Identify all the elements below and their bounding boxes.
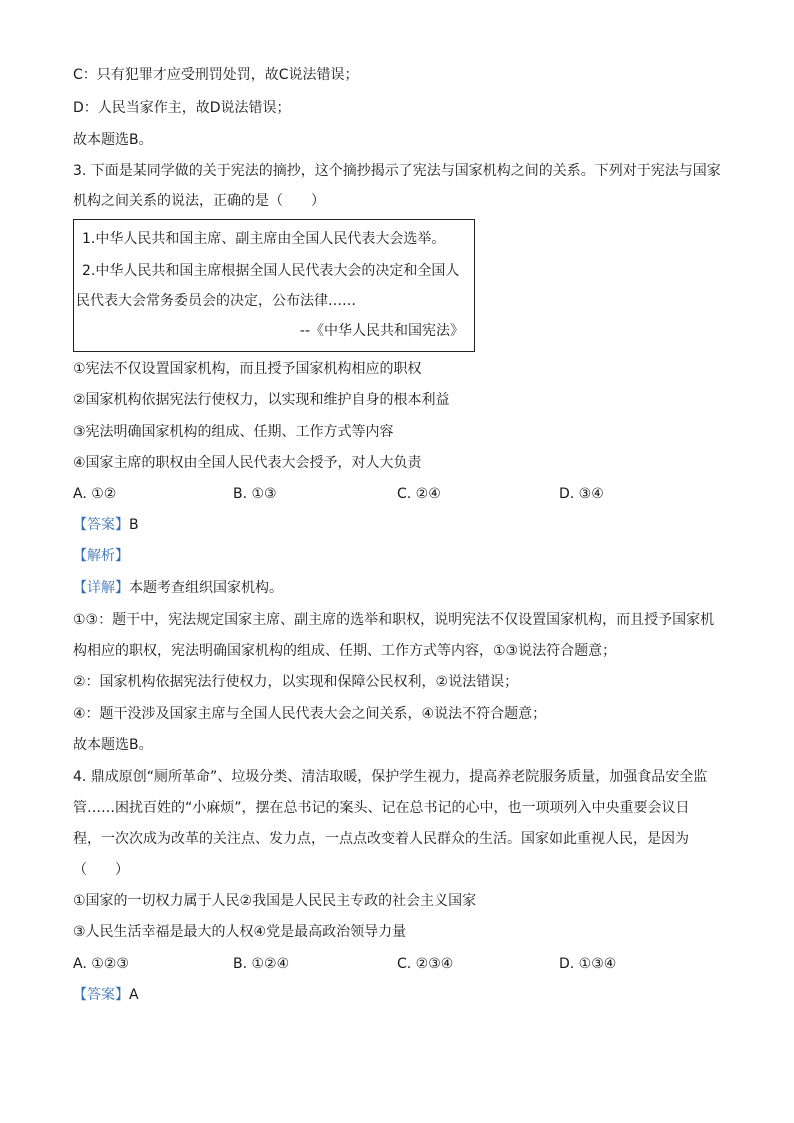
q3-analysis: [73, 546, 129, 566]
q4-option-c: C. ②③④: [397, 956, 454, 972]
q3-detail-text: 本题考查组织国家机构。: [129, 580, 283, 596]
q3-statement-4: ④国家主席的职权由全国人民代表大会授予，对人大负责: [73, 455, 422, 471]
q3-options: [73, 484, 723, 504]
q4-option-a: A. ①②③: [73, 956, 129, 972]
q4-option-b: B. ①②④: [233, 956, 290, 972]
q3-option-c: C. ②④: [397, 486, 441, 502]
q3-stem-line-1: 3. 下面是某同学做的关于宪法的摘抄，这个摘抄揭示了宪法与国家机构之间的关系。下列对于宪法与国家: [73, 163, 721, 179]
q3-statement-2: ②国家机构依据宪法行使权力，以实现和维护自身的根本利益: [73, 392, 450, 408]
q4-option-d: D. ①③④: [559, 956, 617, 972]
q3-detail: [73, 578, 283, 598]
q3-quote-line-3: 民代表大会常务委员会的决定，公布法律……: [76, 293, 356, 309]
q3-detail-label: 【详解】: [73, 580, 129, 596]
q4-answer-value: A: [129, 987, 139, 1003]
q3-explanation-1b: 构相应的职权，宪法明确国家机构的组成、任期、工作方式等内容，①③说法符合题意；: [73, 643, 617, 659]
q3-explanation-4: ④：题干没涉及国家主席与全国人民代表大会之间关系，④说法不符合题意；: [73, 706, 547, 722]
q3-statement-3: ③宪法明确国家机构的组成、任期、工作方式等内容: [73, 424, 394, 440]
q3-explanation-2: ②：国家机构依据宪法行使权力，以实现和保障公民权利，②说法错误；: [73, 674, 519, 690]
q4-stem-line-3: 程，一次次成为改革的关注点、发力点，一点点改变着人民群众的生活。国家如此重视人民，是因为: [73, 831, 689, 847]
prev-option-d-explanation: D：人民当家作主，故D说法错误；: [73, 100, 291, 116]
q3-answer-value: B: [129, 517, 139, 533]
q3-statement-1: ①宪法不仅设置国家机构，而且授予国家机构相应的职权: [73, 361, 422, 377]
q4-statements-line-1: ①国家的一切权力属于人民②我国是人民民主专政的社会主义国家: [73, 893, 477, 909]
q3-answer-label: 【答案】: [73, 517, 129, 533]
q3-analysis-label: 【解析】: [73, 548, 129, 564]
q4-statements-line-2: ③人民生活幸福是最大的人权④党是最高政治领导力量: [73, 924, 407, 940]
prev-option-c-explanation: C：只有犯罪才应受刑罚处罚，故C说法错误；: [73, 67, 359, 83]
q3-quote-box: [73, 219, 475, 352]
q3-option-d: D. ③④: [559, 486, 604, 502]
q4-answer-label: 【答案】: [73, 987, 129, 1003]
q4-options: [73, 954, 723, 974]
q3-conclusion: 故本题选B。: [73, 737, 153, 753]
q4-stem-line-1: 4. 鼎成原创“厕所革命”、垃圾分类、清洁取暖，保护学生视力，提高养老院服务质量，加强食品安全监: [73, 769, 708, 785]
q3-quote-source: --《中华人民共和国宪法》: [299, 323, 464, 339]
q3-quote-line-2: 2.中华人民共和国主席根据全国人民代表大会的决定和全国人: [82, 263, 460, 279]
q3-option-a: A. ①②: [73, 486, 117, 502]
q4-stem-line-2: 管……困扰百姓的“小麻烦”，摆在总书记的案头、记在总书记的心中，也一项项列入中央重要会议日: [73, 800, 690, 816]
q3-option-b: B. ①③: [233, 486, 277, 502]
prev-conclusion: 故本题选B。: [73, 132, 153, 148]
q4-answer: [73, 985, 139, 1005]
q3-explanation-1a: ①③：题干中，宪法规定国家主席、副主席的选举和职权，说明宪法不仅设置国家机构，而且授予国家机: [73, 612, 715, 628]
q3-stem-line-2: 机构之间关系的说法，正确的是（ ）: [73, 193, 325, 209]
q4-stem-line-4: （ ）: [73, 862, 129, 878]
q3-answer: [73, 515, 139, 535]
q3-quote-line-1: 1.中华人民共和国主席、副主席由全国人民代表大会选举。: [82, 231, 446, 247]
